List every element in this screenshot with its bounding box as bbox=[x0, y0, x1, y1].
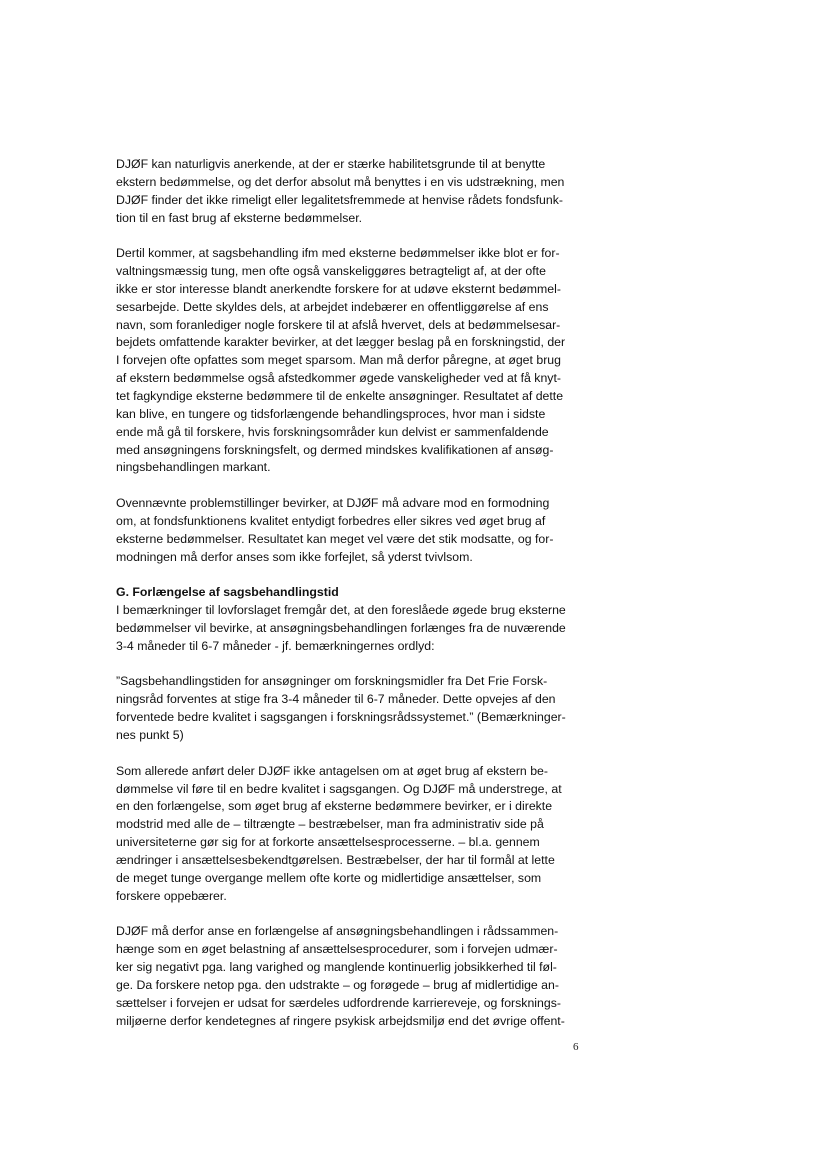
paragraph-quote: ”Sagsbehandlingstiden for ansøgninger om forskningsmidler fra Det Frie Forsk- ningsråd forventes at stige fra 3-4 måneder til 6-7 måneder. Dette opvejes af den forventede bedre kvalitet i sagsgangen i forskningsrådssystemet.” (Bemærkninger- nes punkt 5) bbox=[116, 674, 566, 742]
paragraph-antagelsen: Som allerede anført deler DJØF ikke antagelsen om at øget brug af ekstern be- dømmelse vil føre til en bedre kvalitet i sagsgangen. Og DJØF må understrege, at en den forlængelse, som øget brug af eksterne bedømmere bevirker, er i direkte modstrid med alle de – tiltrængte – bestræbelser, man fra administrativ side på universiteterne gør sig for at forkorte ansættelsesprocesserne. – bl.a. gennem ændringer i ansættelsesbekendtgørelsen. Bestræbelser, der har til formål at lette de meget tunge overgange mellem ofte korte og midlertidige ansættelser, som forskere oppebærer. bbox=[116, 763, 562, 903]
page-number: 6 bbox=[573, 1041, 579, 1053]
document-body bbox=[116, 156, 616, 1048]
paragraph-habilitetsgrunde: DJØF kan naturligvis anerkende, at der er stærke habilitetsgrunde til at benytte ekstern bedømmelse, og det derfor absolut må benyttes i en vis udstrækning, men DJØF finder det ikke rimeligt eller legalitetsfremmede at henvise rådets fondsfunk- tion til en fast brug af eksterne bedømmelser. bbox=[116, 157, 565, 225]
paragraph-bemaerkninger: I bemærkninger til lovforslaget fremgår det, at den foreslåede øgede brug eksterne bedømmelser vil bevirke, at ansøgningsbehandlingen forlænges fra de nuværende 3-4 måneder til 6-7 måneder - jf. bemærkningernes ordlyd: bbox=[116, 603, 566, 653]
section-heading: G. Forlængelse af sagsbehandlingstid bbox=[116, 585, 339, 600]
paragraph-sagsbehandling: Dertil kommer, at sagsbehandling ifm med eksterne bedømmelser ikke blot er for- valtningsmæssig tung, men ofte også vanskeliggøres betragteligt af, at der ofte ikke er stor interesse blandt anerkendte forskere for at udøve eksternt bedømmel- sesarbejde. Dette skyldes dels, at arbejdet indebærer en offentliggørelse af ens navn, som foranlediger nogle forskere til at afslå hvervet, dels at bedømmelsesar- bejdets omfattende karakter bevirker, at det lægger beslag på en forskningstid, der I forvejen ofte opfattes som meget sparsom. Man må derfor påregne, at øget brug af ekstern bedømmelse også afstedkommer øgede vanskeligheder ved at få knyt- tet fagkyndige eksterne bedømmere til de enkelte ansøgninger. Resultatet af dette kan blive, en tungere og tidsforlængende behandlingsproces, hvor man i sidste ende må gå til forskere, hvis forskningsområder kun delvist er sammenfaldende med ansøgningens forskningsfelt, og dermed mindskes kvalifikationen af ansøg- ningsbehandlingen markant. bbox=[116, 246, 566, 475]
paragraph-problemstillinger: Ovennævnte problemstillinger bevirker, at DJØF må advare mod en formodning om, at fondsfunktionens kvalitet entydigt forbedres eller sikres ved øget brug af eksterne bedømmelser. Resultatet kan meget vel være det stik modsatte, og for- modningen må derfor anses som ikke forfejlet, så yderst tvivlsom. bbox=[116, 496, 554, 564]
paragraph-forlaengelse: DJØF må derfor anse en forlængelse af ansøgningsbehandlingen i rådssammen- hænge som en øget belastning af ansættelsesprocedurer, som i forvejen udmær- ker sig negativt pga. lang varighed og manglende kontinuerlig jobsikkerhed til føl- ge. Da forskere netop pga. den udstrakte – og forøgede – brug af midlertidige an- sættelser i forvejen er udsat for særdeles udfordrende karriereveje, og forsknings- miljøerne derfor kendetegnes af ringere psykisk arbejdsmiljø end det øvrige offent- bbox=[116, 924, 565, 1028]
